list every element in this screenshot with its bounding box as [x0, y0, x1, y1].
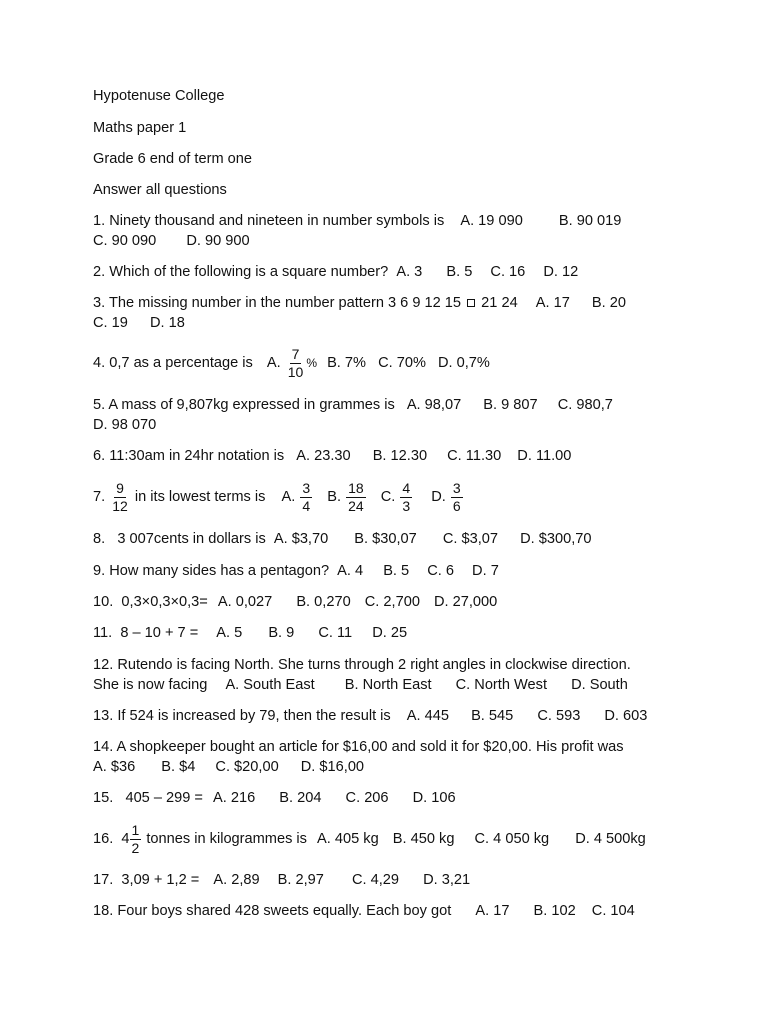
question-text: 17. 3,09 + 1,2 = — [93, 872, 200, 888]
option-c: C. 19 — [93, 315, 128, 331]
option-d: D. 18 — [149, 315, 185, 331]
option-a: A. $36 — [93, 759, 136, 775]
question-text: 15. 405 – 299 = — [93, 790, 203, 806]
question-3 — [93, 293, 626, 313]
option-d: D. 7 — [472, 563, 499, 579]
question-13 — [93, 706, 647, 726]
school-name: Hypotenuse College — [93, 88, 225, 104]
option-a: A. 0,027 — [217, 594, 273, 610]
option-b: B. 102 — [533, 903, 576, 919]
question-1 — [93, 211, 621, 231]
option-a-fraction: $\frac{7}{10}$ — [287, 345, 304, 380]
option-d: D. 27,000 — [434, 594, 498, 610]
question-text: 12. Rutendo is facing North. She turns through 2 right angles in clockwise direction. — [93, 657, 631, 673]
paper-title: Maths paper 1 — [93, 120, 187, 136]
option-c: C. 11.30 — [447, 448, 502, 464]
option-b: B. 204 — [279, 790, 322, 806]
mixed-fraction: $\frac{1}{2}$ — [131, 821, 140, 856]
option-d: D. $16,00 — [300, 759, 365, 775]
option-a: A. 216 — [213, 790, 256, 806]
option-c: C. 2,700 — [364, 594, 420, 610]
instruction: Answer all questions — [93, 182, 227, 198]
question-17 — [93, 870, 470, 890]
question-2 — [93, 262, 578, 282]
option-a: A. 3 — [396, 264, 423, 280]
option-c: C. 593 — [537, 708, 581, 724]
option-a: A. 98,07 — [406, 397, 462, 413]
option-b: B. 20 — [591, 295, 626, 311]
question-8 — [93, 529, 591, 549]
option-d: D. 98 070 — [93, 417, 157, 433]
option-c: C. 70% — [378, 355, 426, 371]
question-text: 13. If 524 is increased by 79, then the result is — [93, 708, 391, 724]
question-18 — [93, 901, 635, 921]
option-d: D. 12 — [543, 264, 579, 280]
option-a: A. 19 090 — [460, 213, 523, 229]
option-b: B. $30,07 — [354, 531, 417, 547]
option-a: A. 23.30 — [296, 448, 351, 464]
option-a: A. 4 — [337, 563, 364, 579]
option-b: B. 5 — [446, 264, 473, 280]
option-d: D. 4 500kg — [575, 831, 646, 847]
question-text: 8. 3 007cents in dollars is — [93, 531, 266, 547]
question-text: 4. 0,7 as a percentage is — [93, 355, 253, 371]
option-b-fraction: $\frac{18}{24}$ — [348, 479, 364, 514]
question-text: 1. Ninety thousand and nineteen in number symbols is — [93, 213, 445, 229]
option-a-fraction: $\frac{3}{4}$ — [302, 479, 311, 514]
option-d-fraction: $\frac{3}{6}$ — [452, 479, 461, 514]
option-c: C. 16 — [490, 264, 526, 280]
question-text: 5. A mass of 9,807kg expressed in grammes is — [93, 397, 395, 413]
option-c: C. 104 — [591, 903, 635, 919]
option-c-fraction: $\frac{4}{3}$ — [402, 479, 411, 514]
blank-box-icon — [467, 299, 475, 307]
option-d: D. 603 — [604, 708, 648, 724]
option-b: B. 2,97 — [277, 872, 324, 888]
option-b: B. 9 807 — [483, 397, 538, 413]
option-c: C. 980,7 — [557, 397, 613, 413]
question-12 — [93, 655, 631, 675]
option-c: C. 6 — [427, 563, 454, 579]
question-9 — [93, 561, 499, 581]
question-5 — [93, 395, 613, 415]
question-text: tonnes in kilogrammes is — [146, 831, 307, 847]
option-c: C. $3,07 — [442, 531, 499, 547]
question-5-options — [93, 415, 156, 435]
option-b: B. 90 019 — [558, 213, 622, 229]
question-12-options — [93, 675, 628, 695]
question-text: 6. 11:30am in 24hr notation is — [93, 448, 285, 464]
question-text: 9. How many sides has a pentagon? — [93, 563, 330, 579]
option-c: C. $20,00 — [215, 759, 279, 775]
question-text: 2. Which of the following is a square number? — [93, 264, 389, 280]
option-d: D. 11.00 — [517, 448, 572, 464]
option-d: D. South — [571, 677, 628, 693]
option-b: B. 545 — [471, 708, 514, 724]
question-10 — [93, 592, 497, 612]
option-a: A. 405 kg — [317, 831, 379, 847]
question-text: 11. 8 – 10 + 7 = — [93, 625, 199, 641]
question-16: 16. 4 $\frac{1}{2}$ tonnes in kilogrammes is A. 405 kg B. 450 kg C. 4 050 kg D. 4 500kg — [93, 821, 646, 856]
option-c: C. 90 090 — [93, 233, 157, 249]
question-3-options — [93, 313, 185, 333]
option-d: D. 3,21 — [423, 872, 471, 888]
grade-line: Grade 6 end of term one — [93, 151, 253, 167]
question-1-options — [93, 231, 250, 251]
question-14 — [93, 737, 624, 757]
option-d: D. $300,70 — [520, 531, 592, 547]
option-b: B. 450 kg — [392, 831, 455, 847]
option-c: C. 4 050 kg — [474, 831, 550, 847]
question-6 — [93, 446, 571, 466]
option-b: B. 7% — [327, 355, 366, 371]
option-a: A. South East — [225, 677, 315, 693]
option-d: D. 25 — [372, 625, 408, 641]
option-b: B. 12.30 — [372, 448, 428, 464]
question-14-options — [93, 757, 364, 777]
question-text: in its lowest terms is — [134, 489, 266, 505]
question-fraction: $\frac{9}{12}$ — [112, 479, 128, 514]
option-b: B. $4 — [161, 759, 196, 775]
option-c: C. 4,29 — [351, 872, 400, 888]
option-d: D. 0,7% — [437, 355, 490, 371]
option-a: A. $3,70 — [273, 531, 329, 547]
question-text: 10. 0,3×0,3×0,3= — [93, 594, 208, 610]
option-c: C. 11 — [318, 625, 353, 641]
question-4: 4. 0,7 as a percentage is A. $\frac{7}{10}$ % B. 7% C. 70% D. 0,7% — [93, 345, 490, 380]
option-b: B. North East — [344, 677, 432, 693]
option-c: C. 206 — [345, 790, 389, 806]
option-a: A. 2,89 — [213, 872, 260, 888]
question-text: 14. A shopkeeper bought an article for $16,00 and sold it for $20,00. His profit was — [93, 739, 624, 755]
question-text-tail: 21 24 — [481, 295, 518, 311]
option-a: A. 17 — [535, 295, 570, 311]
option-b: B. 9 — [268, 625, 295, 641]
question-15 — [93, 788, 456, 808]
question-7: 7. $\frac{9}{12}$ in its lowest terms is A. $\frac{3}{4}$ B. $\frac{18}{24}$ C. $\frac{4}{3}$ D. $\frac{3}{6}$ — [93, 479, 461, 514]
option-d: D. 90 900 — [186, 233, 250, 249]
option-a-label: A. — [266, 355, 281, 371]
option-a: A. 445 — [406, 708, 449, 724]
question-text: 18. Four boys shared 428 sweets equally. Each boy got — [93, 903, 452, 919]
option-b: B. 0,270 — [296, 594, 351, 610]
option-d: D. 106 — [412, 790, 456, 806]
option-a: A. 5 — [216, 625, 243, 641]
question-text-2: She is now facing — [93, 677, 208, 693]
option-b: B. 5 — [383, 563, 410, 579]
question-text: 3. The missing number in the number pattern 3 6 9 12 15 — [93, 295, 462, 311]
option-a: A. 17 — [475, 903, 510, 919]
option-c: C. North West — [455, 677, 547, 693]
question-11 — [93, 623, 407, 643]
